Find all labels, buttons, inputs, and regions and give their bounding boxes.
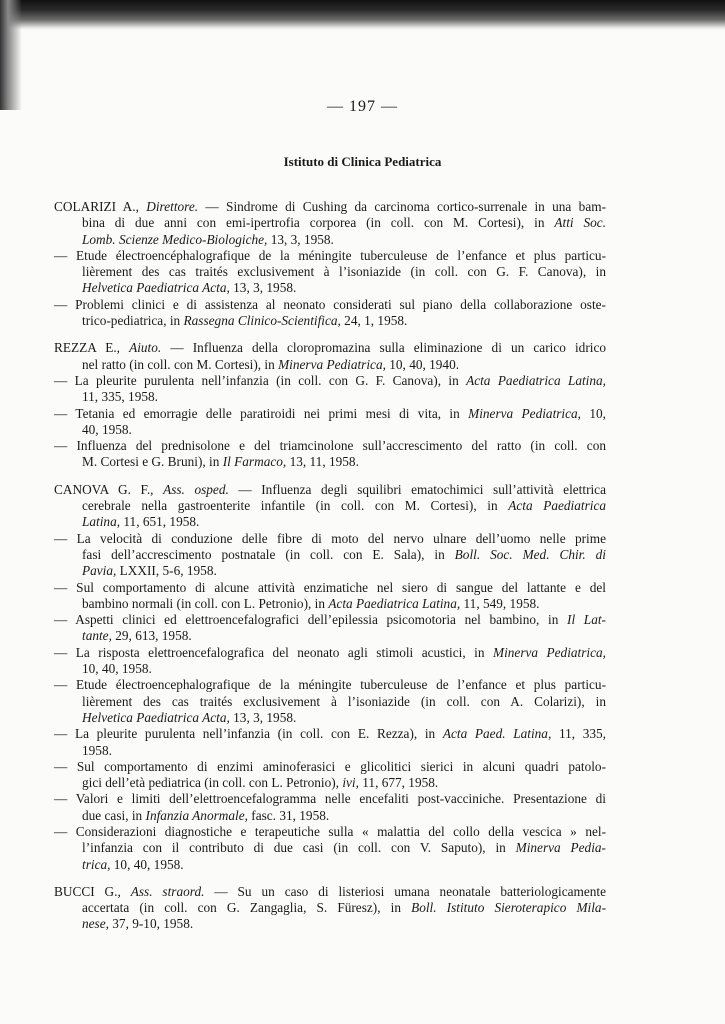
italic-text: Ass. osped. [163, 481, 229, 497]
text: 40, 1958. [82, 421, 132, 437]
italic-text: Direttore. [146, 199, 199, 214]
italic-text: Helvetica Paediatrica Acta, [82, 709, 230, 725]
italic-text: nese, [82, 916, 109, 932]
text: 11, 677, 1958. [358, 775, 439, 791]
publication-item-line [54, 677, 606, 693]
text: cerebrale nella gastroenterite infantile (in coll. con M. Cortesi), in [82, 498, 509, 514]
continuation-line [82, 514, 606, 530]
text: 37, 9-10, 1958. [108, 916, 194, 932]
text: 11, 651, 1958. [120, 514, 200, 530]
continuation-line [82, 628, 606, 644]
continuation-line [82, 422, 606, 438]
continuation-line [82, 775, 606, 791]
text: due casi, in [82, 807, 146, 823]
author-entry [54, 340, 606, 470]
continuation-line [82, 661, 606, 677]
publication-item-line [54, 406, 606, 422]
italic-text: Latina, [82, 514, 121, 530]
italic-text: Minerva Pediatrica, [278, 356, 386, 372]
text: — La pleurite purulenta nell’infanzia (in coll. con G. F. Canova), in [54, 372, 467, 388]
italic-text: Atti Soc. [554, 215, 606, 231]
text: REZZA E., [54, 340, 130, 356]
continuation-line [82, 857, 606, 873]
publication-item-line [54, 824, 606, 840]
text: 13, 3, 1958. [229, 280, 297, 296]
text: LXXII, 5-6, 1958. [116, 563, 217, 579]
page-number: — 197 — [327, 98, 398, 115]
continuation-line [82, 547, 606, 563]
scan-edge-shadow-left [0, 0, 22, 110]
text: BUCCI G., [54, 883, 131, 899]
continuation-line [82, 454, 606, 470]
text: lièrement des cas traités exclusivement à l’isoniazide (in coll. con A. Colarizi), in [82, 693, 606, 709]
text: fasc. 31, 1958. [247, 807, 330, 823]
text: — Aspetti clinici ed elettroencefalografici dell’epilessia psicomotoria nel bambino, in [54, 612, 568, 628]
italic-text: ivi, [342, 775, 359, 791]
continuation-line [82, 808, 606, 824]
italic-text: Boll. Soc. Med. Chir. di [454, 546, 606, 562]
publication-item-line [54, 645, 606, 661]
publication-item-line [54, 580, 606, 596]
italic-text: Il Lat- [567, 612, 606, 628]
text: 13, 3, 1958. [267, 231, 334, 247]
italic-text: Aiuto. [129, 340, 162, 356]
italic-text: Helvetica Paediatrica Acta, [82, 280, 230, 296]
publication-item-line [54, 612, 606, 628]
text: — Valori e limiti dell’elettroencefalogramma nelle encefaliti post-vacciniche. Presentazione di [54, 791, 606, 807]
continuation-line [82, 710, 606, 726]
continuation-line [82, 596, 606, 612]
publication-item-line [54, 726, 606, 742]
italic-text: Infanzia Anormale, [145, 807, 248, 823]
publication-item-line [54, 438, 606, 454]
text: 10, 40, 1958. [82, 661, 152, 677]
text: — La velocità di conduzione delle fibre di moto del nervo ulnare dell’uomo nelle prime [54, 530, 606, 546]
publication-item-line [54, 297, 606, 313]
italic-text: Acta Paediatrica Latina, [466, 372, 606, 388]
text: COLARIZI A., [54, 199, 147, 214]
continuation-line [82, 498, 606, 514]
entry-first-line [54, 340, 606, 356]
text: — La risposta elettroencefalografica del neonato agli stimoli acustici, in [54, 644, 493, 660]
continuation-line [82, 389, 606, 405]
publication-list [54, 199, 606, 944]
text: nel ratto (in coll. con M. Cortesi), in [82, 356, 279, 372]
author-entry [54, 884, 606, 933]
text: fasi dell’accrescimento postnatale (in coll. con E. Sala), in [82, 546, 455, 562]
text: — La pleurite purulenta nell’infanzia (in coll. con E. Rezza), in [54, 726, 443, 742]
text: trico-pediatrica, in [82, 313, 184, 329]
text: 10, 40, 1940. [385, 356, 460, 372]
text: — Tetania ed emorragie delle paratiroidi nei primi mesi di vita, in [54, 405, 469, 421]
text: — Sindrome di Cushing da carcinoma cortico-surrenale in una bam- [198, 199, 606, 214]
text: lièrement des cas traités exclusivement à l’isoniazide (in coll. con G. F. Canova), in [82, 264, 606, 280]
author-entry [54, 482, 606, 873]
text: — Influenza degli squilibri ematochimici sull’attività elettrica [228, 481, 606, 497]
italic-text: Boll. Istituto Sieroterapico Mila- [411, 900, 606, 916]
continuation-line [82, 232, 606, 248]
italic-text: Minerva Pediatrica, [468, 405, 582, 421]
text: bambino normali (in coll. con L. Petronio), in [82, 595, 329, 611]
text: — Considerazioni diagnostiche e terapeutiche sulla « malattia del collo della vescica » nel- [54, 823, 606, 839]
italic-text: Acta Paed. Latina, [442, 726, 552, 742]
text: 1958. [82, 742, 112, 758]
text: — Sul comportamento di alcune attività enzimatiche nel siero di sangue del lattante e del [54, 579, 606, 595]
text: CANOVA G. F., [54, 481, 164, 497]
author-entry [54, 199, 606, 329]
text: 11, 335, 1958. [82, 389, 158, 405]
text: accertata (in coll. con G. Zangaglia, S. Füresz), in [82, 900, 412, 916]
continuation-line [82, 264, 606, 280]
italic-text: tante, [82, 628, 112, 644]
entry-first-line [54, 884, 606, 900]
text: 24, 1, 1958. [340, 313, 408, 329]
text: — Etude électroencéphalografique de la méningite tuberculeuse de l’enfance et plus particu- [54, 247, 606, 263]
publication-item-line [54, 373, 606, 389]
entry-first-line [54, 199, 606, 215]
entry-first-line [54, 482, 606, 498]
italic-text: trica, [82, 856, 111, 872]
text: — Influenza del prednisolone e del triamcinolone sull’accrescimento del ratto (in coll. con [54, 438, 606, 454]
text: bina di due anni con emi-ipertrofia corporea (in coll. con M. Cortesi), in [82, 215, 555, 231]
publication-item-line [54, 759, 606, 775]
text: gici dell’età pediatrica (in coll. con L. Petronio), [82, 775, 343, 791]
italic-text: Rassegna Clinico-Scientifica, [183, 313, 341, 329]
continuation-line [82, 563, 606, 579]
continuation-line [82, 743, 606, 759]
italic-text: Il Farmaco, [222, 454, 287, 470]
text: 29, 613, 1958. [111, 628, 192, 644]
italic-text: Lomb. Scienze Medico-Biologiche, [82, 231, 268, 247]
text: 10, 40, 1958. [110, 856, 184, 872]
italic-text: Ass. straord. [130, 883, 205, 899]
text: 11, 335, [551, 726, 607, 742]
publication-item-line [54, 248, 606, 264]
continuation-line [82, 900, 606, 916]
publication-item-line [54, 791, 606, 807]
italic-text: Minerva Pedia- [515, 840, 606, 856]
continuation-line [82, 280, 606, 296]
italic-text: Minerva Pediatrica, [493, 644, 606, 660]
continuation-line [82, 357, 606, 373]
text: — Influenza della cloropromazina sulla eliminazione di un carico idrico [161, 340, 606, 356]
italic-text: Pavia, [82, 563, 117, 579]
text: 13, 3, 1958. [229, 709, 297, 725]
continuation-line [82, 694, 606, 710]
text: — Problemi clinici e di assistenza al neonato considerati sul piano della collaborazione oste- [54, 296, 606, 312]
continuation-line [82, 840, 606, 856]
section-heading: Istituto di Clinica Pediatrica [283, 154, 442, 169]
text: — Su un caso di listeriosi umana neonatale batteriologicamente [204, 883, 606, 899]
text: — Etude électroencephalografique de la méningite tuberculeuse de l’enfance et plus particu- [54, 677, 606, 693]
text: l’infanzia con il contributo di due casi (in coll. con V. Saputo), in [82, 840, 516, 856]
italic-text: Acta Paediatrica [508, 498, 607, 514]
text: M. Cortesi e G. Bruni), in [82, 454, 223, 470]
publication-item-line [54, 531, 606, 547]
continuation-line [82, 313, 606, 329]
text: 11, 549, 1958. [460, 595, 540, 611]
continuation-line [82, 215, 606, 231]
text: — Sul comportamento di enzimi aminoferasici e glicolitici sierici in alcuni quadri patolo- [54, 758, 606, 774]
italic-text: Acta Paediatrica Latina, [328, 595, 461, 611]
text: 13, 11, 1958. [286, 454, 359, 470]
continuation-line [82, 916, 606, 932]
text: 10, [581, 405, 606, 421]
scan-edge-shadow [0, 0, 725, 30]
